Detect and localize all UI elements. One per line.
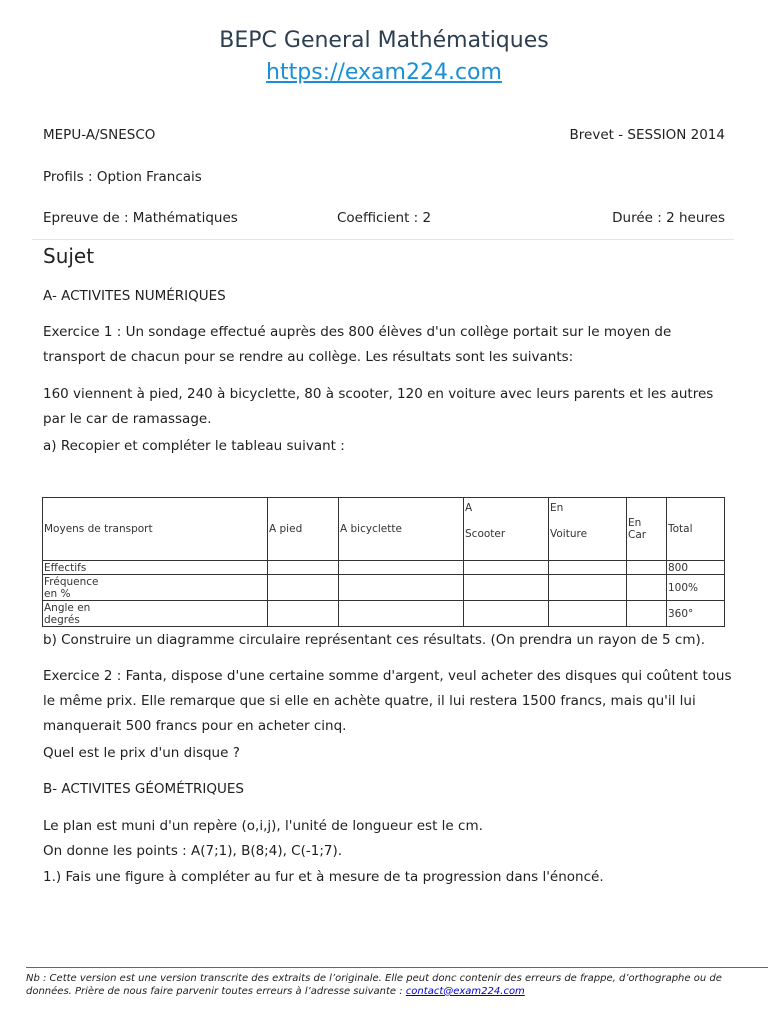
- table-cell: 100%: [667, 575, 725, 601]
- meta-row-3: [43, 210, 725, 226]
- meta-row-1: [43, 127, 725, 143]
- table-header-cell: [627, 498, 667, 561]
- table-cell: 800: [667, 561, 725, 575]
- table-cell: Effectifs: [43, 561, 268, 575]
- table-cell: [339, 575, 464, 601]
- exercise-1-question-a: a) Recopier et compléter le tableau suivant :: [43, 438, 345, 454]
- contact-email-link[interactable]: contact@exam224.com: [405, 986, 525, 997]
- table-cell: [627, 601, 667, 627]
- table-header-line: A: [465, 502, 473, 514]
- table-cell: [43, 575, 268, 601]
- table-cell: [464, 575, 549, 601]
- geometry-line-1: Le plan est muni d'un repère (o,i,j), l'unité de longueur est le cm.: [43, 818, 483, 834]
- table-header-line: Voiture: [550, 528, 588, 540]
- table-header-row: [43, 498, 725, 561]
- footer-note: [26, 972, 748, 998]
- exercise-1-data: 160 viennent à pied, 240 à bicyclette, 80 à scooter, 120 en voiture avec leurs parents et les autres par le car de ramassage.: [43, 386, 714, 427]
- table-header-line: Car: [628, 529, 647, 541]
- table-header-cell: Total: [667, 498, 725, 561]
- exercise-1-question-b: b) Construire un diagramme circulaire représentant ces résultats. (On prendra un rayon de 5 cm).: [43, 632, 706, 648]
- table-header-cell: [464, 498, 549, 561]
- divider: [32, 239, 734, 240]
- section-a-heading: A- ACTIVITES NUMÉRIQUES: [43, 288, 226, 304]
- table-header-line: En: [550, 502, 564, 514]
- meta-row-2: [43, 169, 725, 185]
- sujet-heading: Sujet: [43, 244, 95, 268]
- footer-divider: [26, 967, 768, 968]
- table-cell: [339, 601, 464, 627]
- table-row: [43, 575, 725, 601]
- transport-table: [42, 497, 725, 627]
- session-label: Brevet - SESSION 2014: [569, 127, 725, 143]
- epreuve-label: Epreuve de : Mathématiques: [43, 210, 238, 226]
- section-b-heading: B- ACTIVITES GÉOMÉTRIQUES: [43, 781, 244, 797]
- table-cell-line: en %: [44, 587, 71, 600]
- table-header-cell: A pied: [268, 498, 339, 561]
- duree-label: Durée : 2 heures: [612, 210, 725, 226]
- site-link-wrapper: [0, 60, 768, 85]
- table-cell: [339, 561, 464, 575]
- table-cell: [549, 575, 627, 601]
- exercise-1-text: Exercice 1 : Un sondage effectué auprès des 800 élèves d'un collège portait sur le moyen de transport de chacun pour se rendre au collège. Les résultats sont les suivants:: [43, 324, 672, 365]
- table-cell: [627, 561, 667, 575]
- footer-note-text: Nb : Cette version est une version transcrite des extraits de l’originale. Elle peut donc contenir des erreurs de frappe, d’orthographe ou de données. Prière de nous faire parvenir toutes erreurs à l’adresse suivante :: [26, 973, 722, 997]
- table-cell-line: Angle en: [44, 601, 91, 614]
- table-row: [43, 601, 725, 627]
- page-title: BEPC General Mathématiques: [219, 28, 549, 53]
- table-header-cell: A bicyclette: [339, 498, 464, 561]
- table-header-line: Scooter: [465, 528, 506, 540]
- table-cell: [464, 601, 549, 627]
- exercise-2-question: Quel est le prix d'un disque ?: [43, 745, 240, 761]
- table-header-cell: [549, 498, 627, 561]
- table-header-cell: Moyens de transport: [43, 498, 268, 561]
- table-cell-line: Fréquence: [44, 575, 99, 588]
- table-cell: [464, 561, 549, 575]
- table-cell: [268, 575, 339, 601]
- profils-label: Profils : Option Francais: [43, 169, 202, 185]
- table-cell: [627, 575, 667, 601]
- exercise-2-text: Exercice 2 : Fanta, dispose d'une certaine somme d'argent, veul acheter des disques qui coûtent tous le même prix. Elle remarque que si elle en achète quatre, il lui restera 1500 francs, mais qu'il lui manquerait 500 francs pour en acheter cinq.: [43, 668, 732, 734]
- table-cell: [268, 601, 339, 627]
- table-cell: [268, 561, 339, 575]
- geometry-line-2: On donne les points : A(7;1), B(8;4), C(-1;7).: [43, 843, 343, 859]
- table-cell-line: degrés: [44, 613, 80, 626]
- org-label: MEPU-A/SNESCO: [43, 127, 156, 143]
- table-cell: [549, 561, 627, 575]
- geometry-line-3: 1.) Fais une figure à compléter au fur et à mesure de ta progression dans l'énoncé.: [43, 869, 604, 885]
- table-header-line: En: [628, 517, 642, 529]
- site-link[interactable]: https://exam224.com: [266, 60, 502, 85]
- table-cell: [549, 601, 627, 627]
- table-row: [43, 561, 725, 575]
- table-cell: [43, 601, 268, 627]
- table-cell: 360°: [667, 601, 725, 627]
- coefficient-label: Coefficient : 2: [337, 210, 432, 226]
